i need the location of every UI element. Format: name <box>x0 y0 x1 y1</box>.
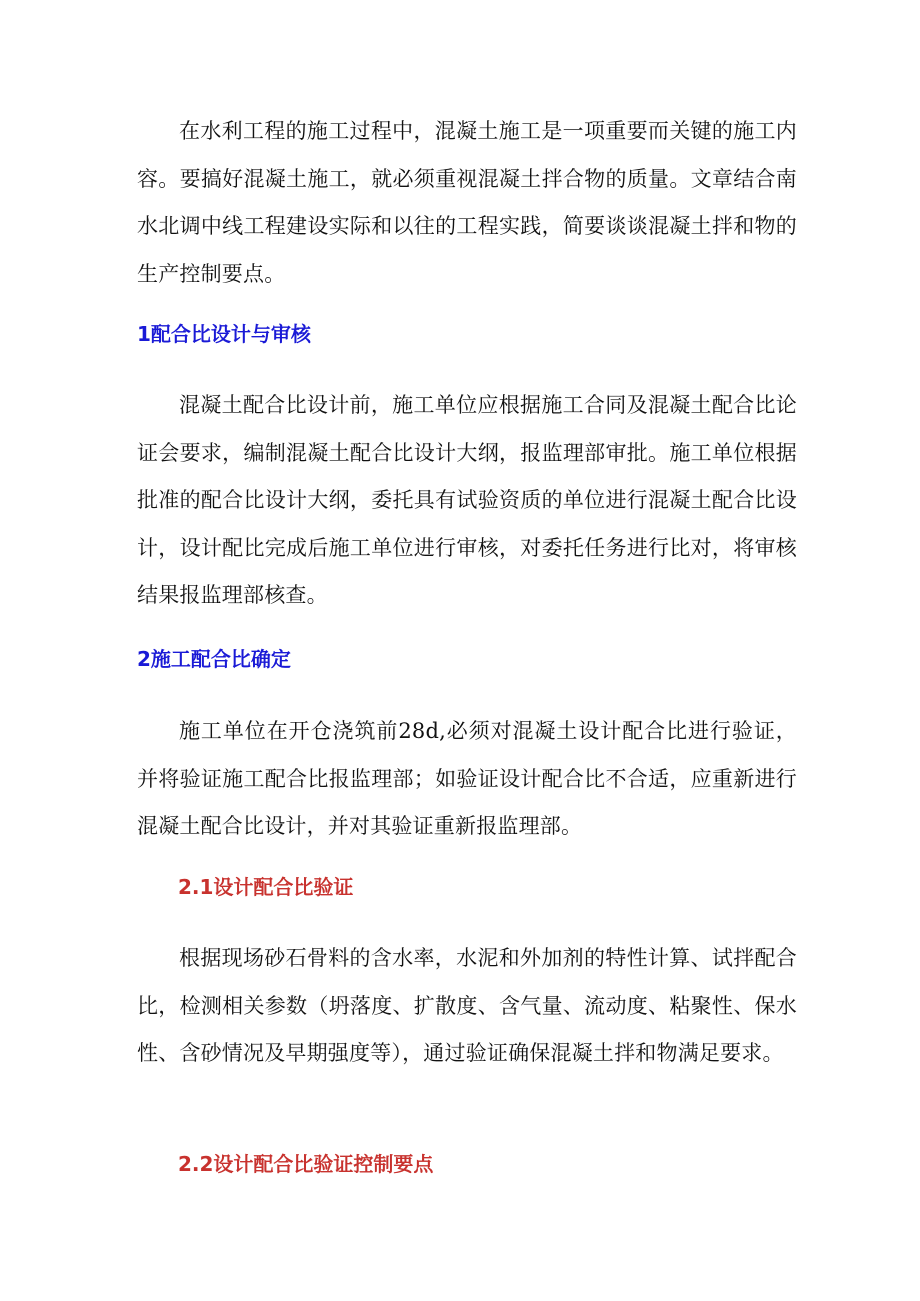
section-1-paragraph: 混凝土配合比设计前，施工单位应根据施工合同及混凝土配合比论证会要求，编制混凝土配合比设计大纲，报监理部审批。施工单位根据批准的配合比设计大纲，委托具有试验资质的单位进行混凝土配合比设计，设计配比完成后施工单位进行审核，对委托任务进行比对，将审核结果报监理部核查。 <box>137 393 797 607</box>
section-1-heading: 1配合比设计与审核 <box>137 322 311 346</box>
section-2-1-paragraph: 根据现场砂石骨料的含水率，水泥和外加剂的特性计算、试拌配合比，检测相关参数（坍落度、扩散度、含气量、流动度、粘聚性、保水性、含砂情况及早期强度等），通过验证确保混凝土拌和物满足要求。 <box>137 946 797 1065</box>
section-2-paragraph: 施工单位在开仓浇筑前28d,必须对混凝土设计配合比进行验证，并将验证施工配合比报监理部；如验证设计配合比不合适，应重新进行混凝土配合比设计，并对其验证重新报监理部。 <box>137 719 797 838</box>
intro-paragraph: 在水利工程的施工过程中，混凝土施工是一项重要而关键的施工内容。要搞好混凝土施工，就必须重视混凝土拌合物的质量。文章结合南水北调中线工程建设实际和以往的工程实践，简要谈谈混凝土拌和物的生产控制要点。 <box>137 119 797 286</box>
section-2-2-heading: 2.2设计配合比验证控制要点 <box>178 1152 434 1176</box>
section-2-heading: 2施工配合比确定 <box>137 647 291 671</box>
section-2-1-heading: 2.1设计配合比验证 <box>178 875 354 899</box>
